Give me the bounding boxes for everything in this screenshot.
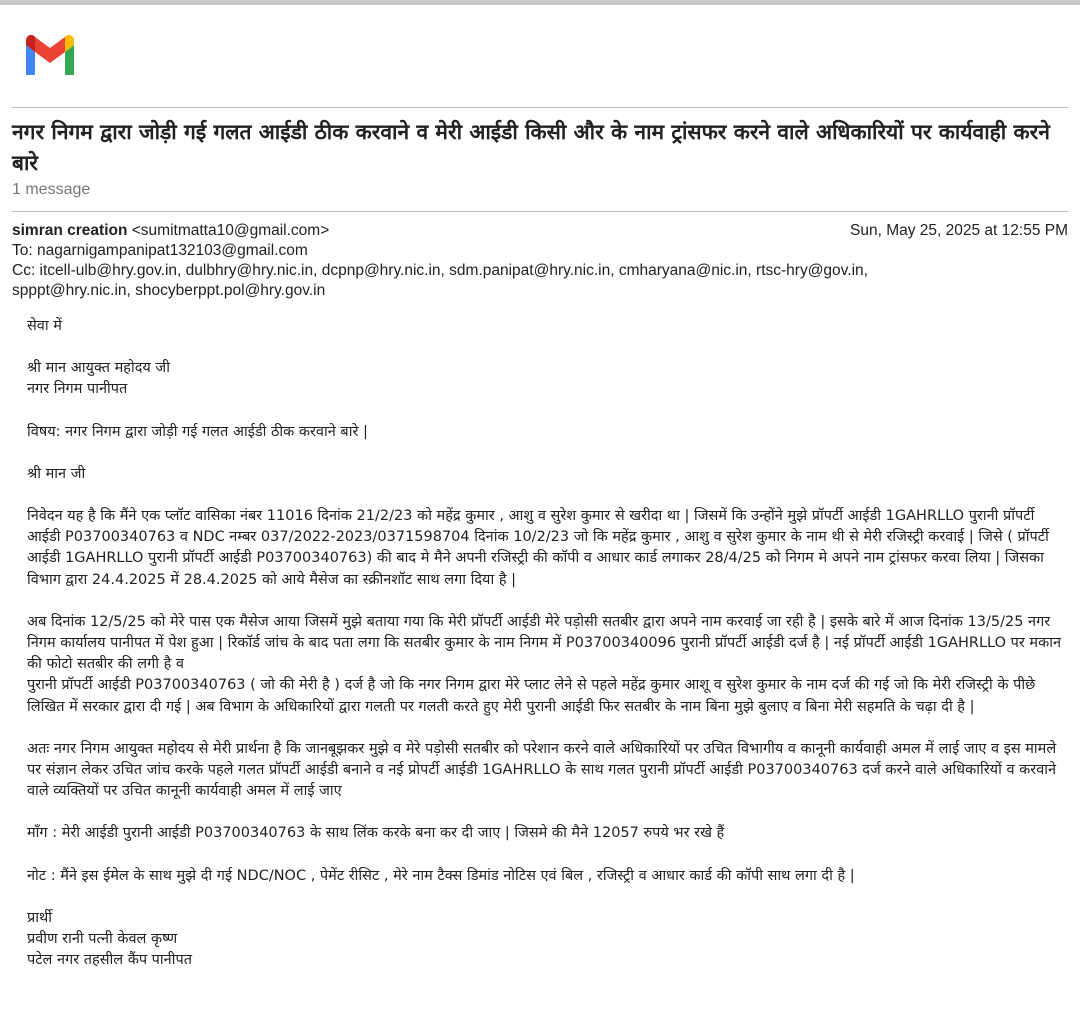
- message-divider: [12, 211, 1068, 212]
- window-top-bar: [0, 0, 1080, 5]
- message-header: [12, 221, 1068, 301]
- addressee-line-2: नगर निगम पानीपत: [27, 381, 128, 398]
- signature-title: प्रार्थी: [27, 909, 53, 926]
- paragraph-2-part-a: अब दिनांक 12/5/25 को मेरे पास एक मैसेज आया जिसमें मुझे बताया गया कि मेरी प्रॉपर्टी आईडी मेरे पड़ोसी सतबीर द्वारा अपने नाम करवाई जा रही है | इसके बारे में आज दिनांक 13/5/25 नगर निगम कार्यालय पानीपत में पेश हुआ | रिकॉर्ड जांच के बाद पता लगा कि सतबीर कुमार के नाम निगम में P03700340096 पुरानी प्रॉपर्टी आईडी दर्ज है | नई प्रॉपर्टी आईडी 1GAHRLLO पर मकान की फोटो सतबीर की लगी है व: [27, 613, 1062, 673]
- salutation: सेवा में: [27, 318, 62, 334]
- addressee-line-1: श्री मान आयुक्त महोदय जी: [27, 360, 170, 377]
- email-subject: नगर निगम द्वारा जोड़ी गई गलत आईडी ठीक करवाने व मेरी आईडी किसी और के नाम ट्रांसफर करने वाले अधिकारियों पर कार्यवाही करने बारे: [12, 120, 1050, 175]
- paragraph-2-part-b: पुरानी प्रॉपर्टी आईडी P03700340763 ( जो की मेरी है ) दर्ज है जो कि नगर निगम द्वारा मेरे प्लाट लेने से पहले महेंद्र कुमार आशू व सुरेश कुमार के नाम दर्ज की गई जो कि मेरी रजिस्ट्री के पीछे लिखित में सरकार द्वारा दी गई | अब विभाग के अधिकारियों द्वारा गलती पर गलती करते हुए मेरी पुरानी आईडी फिर सतबीर के नाम बिना मुझे बुलाए व बिना मेरी सहमति के चढ़ा दी है |: [27, 677, 1036, 715]
- paragraph-1: निवेदन यह है कि मैंने एक प्लॉट वासिका नंबर 11016 दिनांक 21/2/23 को महेंद्र कुमार , आशु व सुरेश कुमार से खरीदा था | जिसमें कि उन्होंने मुझे प्रॉपर्टी आईडी 1GAHRLLO पुरानी प्रॉपर्टी आईडी P03700340763 व NDC नम्बर 037/2022-2023/0371598704 दिनांक 10/2/23 जो कि महेंद्र कुमार , आशु व सुरेश कुमार के नाम थी से मेरी रजिस्ट्री करवाई | जिसे ( प्रॉपर्टी आईडी 1GAHRLLO पुरानी प्रॉपर्टी आईडी P03700340763) की बाद मे मैने अपनी रजिस्ट्री की कॉपी व आधार कार्ड लगाकर 28/4/25 को निगम मे अपने नाम ट्रांसफर करवा लिया | जिसका विभाग द्वारा 24.4.2025 में 28.4.2025 को आये मैसेज का स्क्रीनशॉट साथ लगा दिया है |: [27, 508, 1049, 588]
- from-line: [12, 221, 1068, 241]
- paragraph-2: [27, 612, 1070, 718]
- to-line: To: nagarnigampanipat132103@gmail.com: [12, 242, 308, 259]
- greeting: श्री मान जी: [27, 465, 86, 482]
- sender-name: simran creation: [12, 222, 128, 239]
- note: नोट : मैंने इस ईमेल के साथ मुझे दी गई NDC/NOC , पेमेंट रीसिट , मेरे नाम टैक्स डिमांड नोटिस एवं बिल , रजिस्ट्री व आधार कार्ड की कॉपी साथ लगा दी है |: [27, 867, 855, 884]
- header-divider: [12, 107, 1068, 108]
- signature-name: प्रवीण रानी पत्नी केवल कृष्ण: [27, 931, 178, 948]
- message-date: Sun, May 25, 2025 at 12:55 PM: [850, 222, 1068, 239]
- letter-subject: विषय: नगर निगम द्वारा जोड़ी गई गलत आईडी ठीक करवाने बारे |: [27, 423, 368, 440]
- demand: माँग : मेरी आईडी पुरानी आईडी P03700340763 के साथ लिंक करके बना कर दी जाए | जिसमे की मैने 12057 रुपये भर रखे हैं: [27, 825, 725, 842]
- sender-email: <sumitmatta10@gmail.com>: [131, 222, 330, 239]
- cc-line-2: spppt@hry.nic.in, shocyberppt.pol@hry.gov.in: [12, 282, 326, 299]
- paragraph-3: अतः नगर निगम आयुक्त महोदय से मेरी प्रार्थना है कि जानबूझकर मुझे व मेरे पड़ोसी सतबीर को परेशान करने वाले अधिकारियों पर उचित विभागीय व कानूनी कार्यवाही अमल में लाई जाए व इस मामले पर संज्ञान लेकर उचित जांच करके पहले गलत प्रॉपर्टी आईडी बनाने व नई प्रोपर्टी आईडी 1GAHRLLO के साथ गलत पुरानी प्रॉपर्टी आईडी P03700340763 दर्ज करने वाले अधिकारियों व करवाने वाले व्यक्तियों पर उचित कानूनी कार्यवाही अमल में लाई जाए: [27, 740, 1057, 800]
- message-count: 1 message: [12, 181, 91, 198]
- cc-line-1: Cc: itcell-ulb@hry.gov.in, dulbhry@hry.nic.in, dcpnp@hry.nic.in, sdm.panipat@hry.nic.in, cmharyana@nic.in, rtsc-hry@gov.in,: [12, 262, 868, 279]
- signature: [27, 908, 1070, 972]
- addressee: [27, 358, 1070, 400]
- signature-address: पटेल नगर तहसील कैंप पानीपत: [27, 952, 192, 969]
- message-body: [27, 316, 1070, 992]
- gmail-logo-icon: [22, 33, 78, 75]
